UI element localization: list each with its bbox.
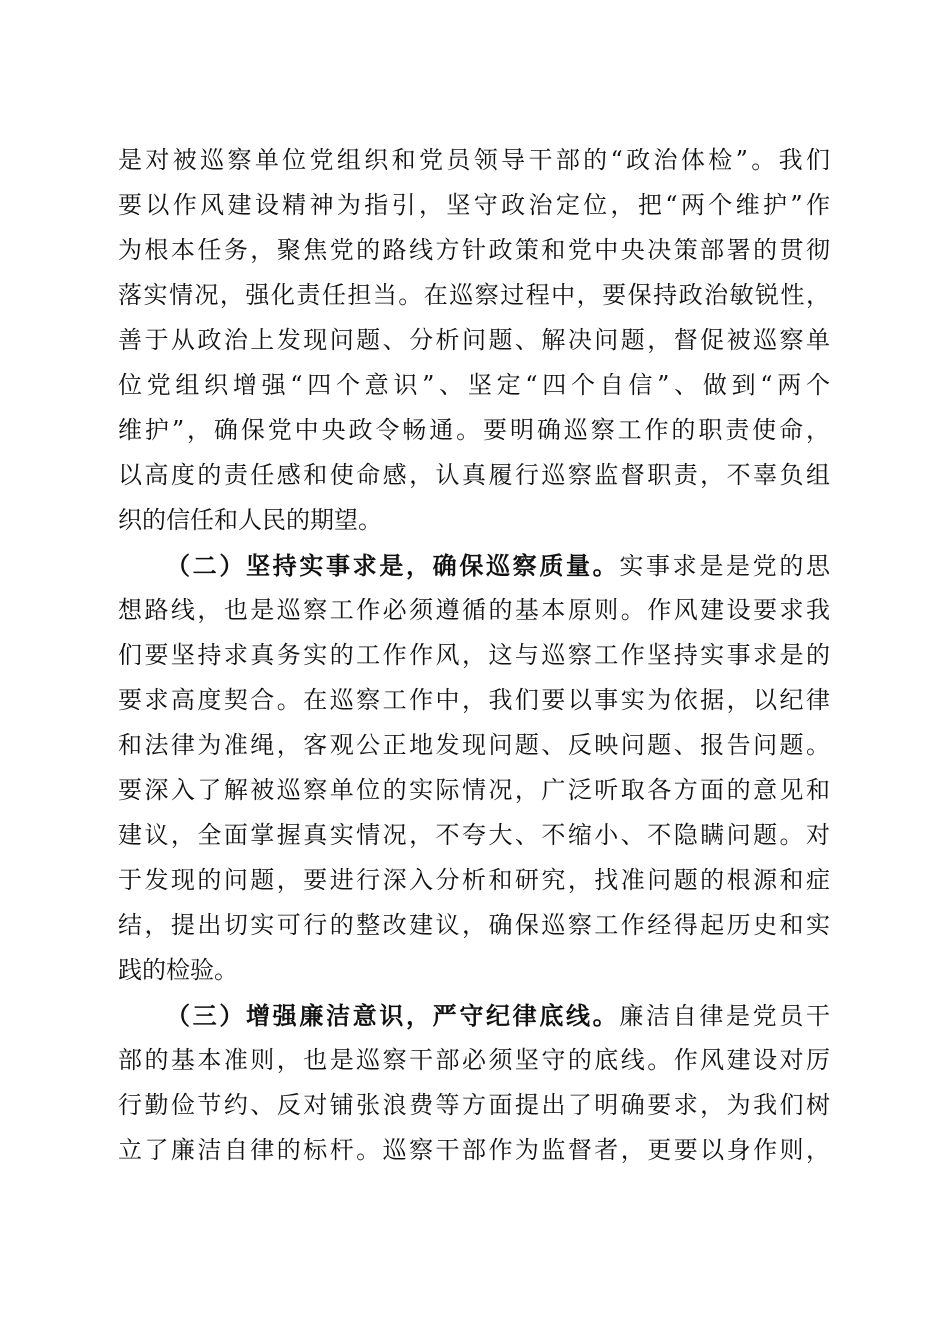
text-line: 结，提出切实可行的整改建议，确保巡察工作经得起历史和实 xyxy=(118,911,830,939)
text-fragment: 实事求是是党的思 xyxy=(619,552,831,580)
text-line: 建议，全面掌握真实情况，不夸大、不缩小、不隐瞒问题。对 xyxy=(118,821,830,849)
paragraph-1 xyxy=(118,138,830,543)
text-line: 要深入了解被巡察单位的实际情况，广泛听取各方面的意见和 xyxy=(118,776,830,804)
text-line: 要以作风建设精神为指引，坚守政治定位，把“两个维护”作 xyxy=(118,191,830,219)
text-line: 落实情况，强化责任担当。在巡察过程中，要保持政治敏锐性， xyxy=(118,281,830,309)
paragraph-3 xyxy=(118,993,830,1173)
text-line: 部的基本准则，也是巡察干部必须坚守的底线。作风建设对厉 xyxy=(118,1046,830,1074)
text-line: 于发现的问题，要进行深入分析和研究，找准问题的根源和症 xyxy=(118,866,830,894)
section-heading: （三）增强廉洁意识，严守纪律底线。 xyxy=(166,1001,620,1030)
text-line: 要求高度契合。在巡察工作中，我们要以事实为依据，以纪律 xyxy=(118,686,830,714)
text-line xyxy=(118,543,830,588)
paragraph-2 xyxy=(118,543,830,993)
text-line: 和法律为准绳，客观公正地发现问题、反映问题、报告问题。 xyxy=(118,731,830,759)
text-line: 为根本任务，聚焦党的路线方针政策和党中央决策部署的贯彻 xyxy=(118,236,830,264)
text-line: 践的检验。 xyxy=(118,956,238,984)
text-line: 们要坚持求真务实的工作作风，这与巡察工作坚持实事求是的 xyxy=(118,641,830,669)
text-fragment: 廉洁自律是党员干 xyxy=(619,1002,831,1030)
text-line: 行勤俭节约、反对铺张浪费等方面提出了明确要求，为我们树 xyxy=(118,1091,830,1119)
document-body xyxy=(118,138,830,1173)
text-line xyxy=(118,993,830,1038)
text-line: 是对被巡察单位党组织和党员领导干部的“政治体检”。我们 xyxy=(118,146,830,174)
text-line: 善于从政治上发现问题、分析问题、解决问题，督促被巡察单 xyxy=(118,326,830,354)
text-line: 想路线，也是巡察工作必须遵循的基本原则。作风建设要求我 xyxy=(118,596,830,624)
text-line: 织的信任和人民的期望。 xyxy=(118,506,382,534)
text-line: 以高度的责任感和使命感，认真履行巡察监督职责，不辜负组 xyxy=(118,461,830,489)
text-line: 位党组织增强“四个意识”、坚定“四个自信”、做到“两个 xyxy=(118,371,830,399)
section-heading: （二）坚持实事求是，确保巡察质量。 xyxy=(166,551,620,580)
text-line: 立了廉洁自律的标杆。巡察干部作为监督者，更要以身作则， xyxy=(118,1136,830,1164)
text-line: 维护”，确保党中央政令畅通。要明确巡察工作的职责使命， xyxy=(118,416,830,444)
